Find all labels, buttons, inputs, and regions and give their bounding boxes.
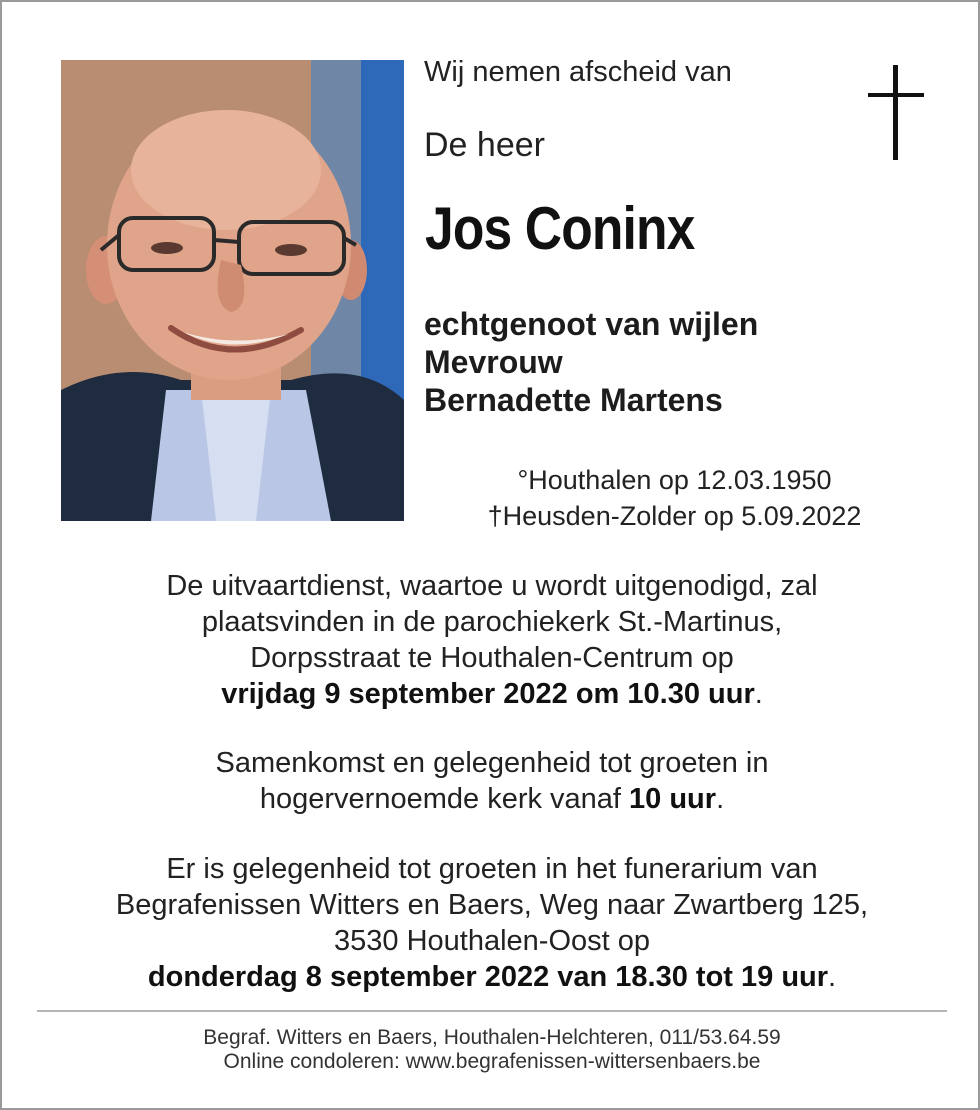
gathering-time: 10 uur [629,783,717,815]
death-date: †Heusden-Zolder op 5.09.2022 [487,501,862,531]
deceased-name: Jos Coninx [425,195,695,262]
gathering-line: Samenkomst en gelegenheid tot groeten in [215,747,769,779]
service-paragraph [22,568,962,712]
cross-icon [868,65,924,160]
period: . [754,678,763,710]
funeral-home-datetime: donderdag 8 september 2022 van 18.30 tot 19 uur [147,961,829,993]
gathering-paragraph [22,745,962,817]
service-datetime: vrijdag 9 september 2022 om 10.30 uur [221,678,755,710]
birth-date: °Houthalen op 12.03.1950 [517,465,832,495]
service-line: De uitvaartdienst, waartoe u wordt uitgenodigd, zal [166,570,818,602]
portrait-photo [61,60,404,521]
gathering-line: hogervernoemde kerk vanaf [259,783,630,815]
spouse-name: Bernadette Martens [424,382,723,418]
service-line: Dorpsstraat te Houthalen-Centrum op [250,642,734,674]
spouse-line: echtgenoot van wijlen [424,306,759,342]
service-line: plaatsvinden in de parochiekerk St.-Martinus, [201,606,783,638]
funeral-home-line: Begrafenissen Witters en Baers, Weg naar Zwartberg 125, [115,889,869,921]
service-datetime-line [22,676,962,712]
funeral-director-contact: Begraf. Witters en Baers, Houthalen-Helchteren, 011/53.64.59 [203,1026,781,1049]
spouse-block [424,305,758,419]
honorific: De heer [424,126,545,164]
funeral-home-line: Er is gelegenheid tot groeten in het funerarium van [166,853,818,885]
life-dates [442,462,907,534]
footer [22,1026,962,1074]
period: . [716,783,725,815]
funeral-home-datetime-line [22,959,962,995]
spouse-line: Mevrouw [424,344,563,380]
portrait-illustration [61,60,404,521]
funeral-home-paragraph [22,851,962,995]
intro-text: Wij nemen afscheid van [424,56,732,88]
divider [37,1010,947,1012]
gathering-time-line [22,781,962,817]
period: . [828,961,837,993]
funeral-home-line: 3530 Houthalen-Oost op [334,925,650,957]
online-condolences: Online condoleren: www.begrafenissen-wittersenbaers.be [223,1050,761,1073]
